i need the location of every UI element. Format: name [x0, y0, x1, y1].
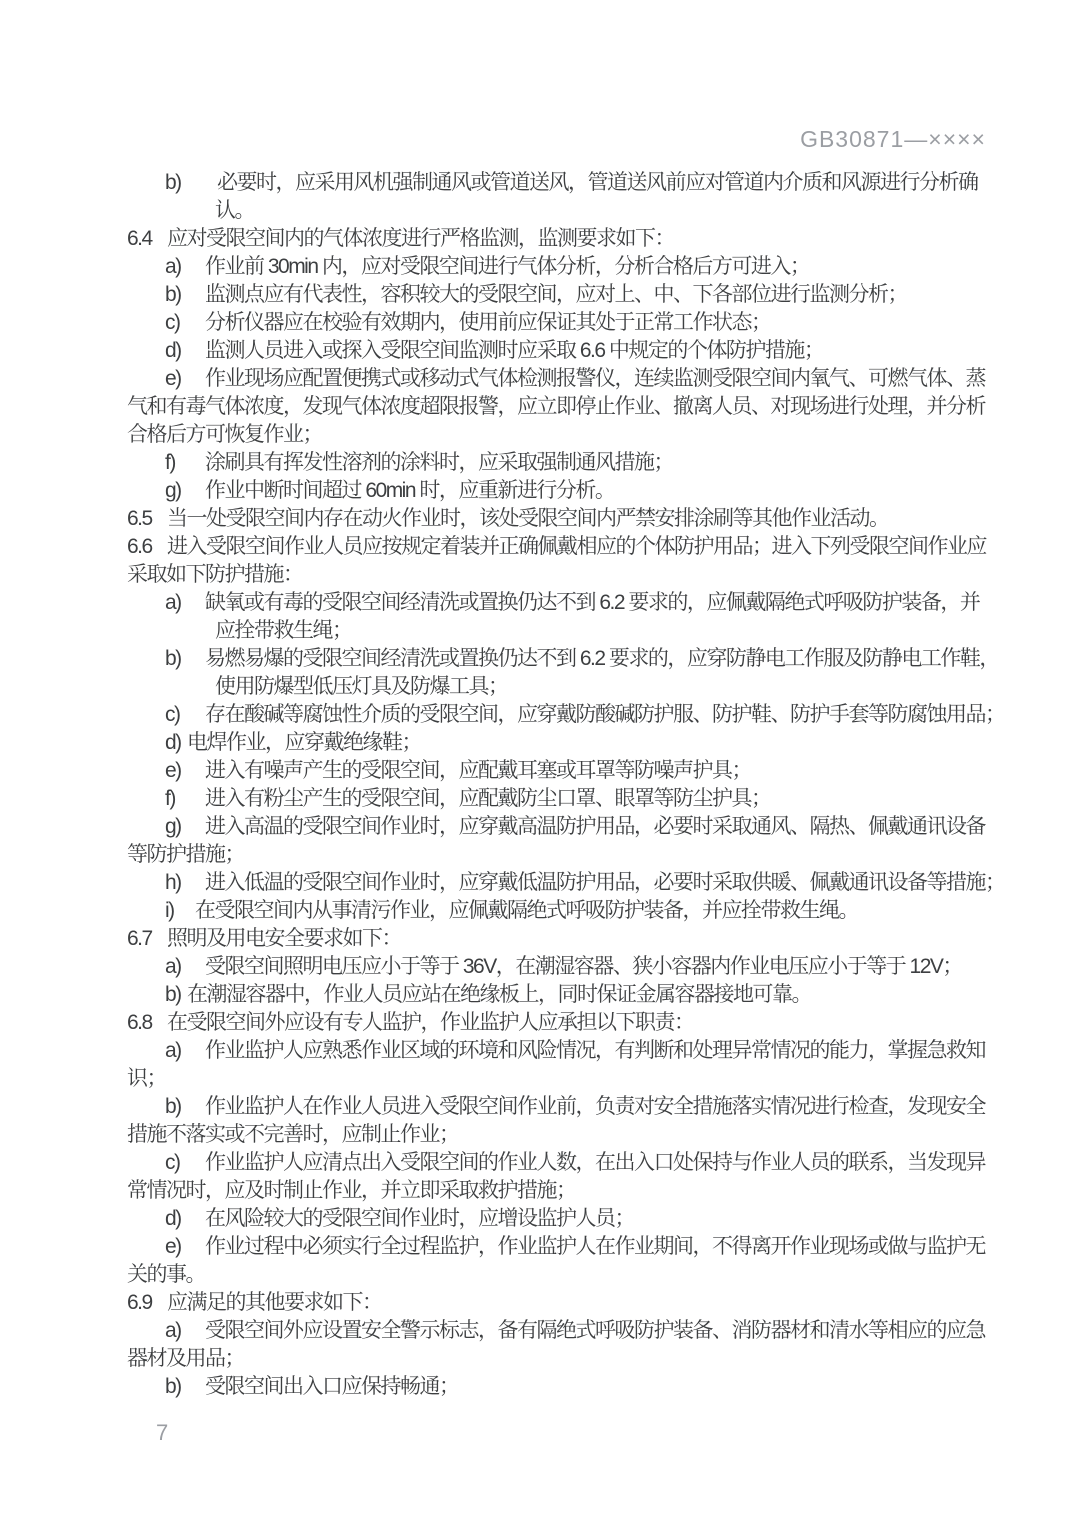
text-line	[127, 309, 990, 337]
section-number: 6.6	[127, 535, 152, 558]
item-text: 作业前 30min 内，应对受限空间进行气体分析，分析合格后方可进入；	[205, 255, 810, 278]
text-line	[127, 813, 990, 841]
item-label: b)	[165, 647, 181, 670]
item-text: 易燃易爆的受限空间经清洗或置换仍达不到 6.2 要求的，应穿防静电工作服及防静电工作鞋，	[205, 647, 999, 670]
text-line	[127, 757, 990, 785]
item-text: 电焊作业，应穿戴绝缘鞋；	[187, 731, 421, 754]
text-line	[127, 1149, 990, 1177]
item-label: b)	[165, 171, 181, 194]
item-text: 进入高温的受限空间作业时，应穿戴高温防护用品，必要时采取通风、隔热、佩戴通讯设备	[205, 815, 985, 838]
text-line	[127, 1205, 990, 1233]
section-text: 在受限空间外应设有专人监护，作业监护人应承担以下职责：	[167, 1011, 694, 1034]
text-line	[127, 645, 999, 673]
item-label: b)	[165, 283, 181, 306]
text-line	[127, 869, 1005, 897]
text-line	[127, 1373, 990, 1401]
item-text: 在受限空间内从事清污作业，应佩戴隔绝式呼吸防护装备，并应拴带救生绳。	[195, 899, 858, 922]
item-label: c)	[165, 703, 180, 726]
item-text: 受限空间出入口应保持畅通；	[205, 1375, 459, 1398]
page-number: 7	[156, 1420, 169, 1445]
continuation-text: 关的事。	[127, 1263, 205, 1286]
item-label: c)	[165, 311, 180, 334]
continuation-text: 采取如下防护措施：	[127, 563, 303, 586]
item-text: 受限空间照明电压应小于等于 36V，在潮湿容器、狭小容器内作业电压应小于等于 12V；	[205, 955, 962, 978]
item-label: e)	[165, 759, 181, 782]
text-line	[127, 281, 990, 309]
section-text: 应对受限空间内的气体浓度进行严格监测，监测要求如下：	[167, 227, 674, 250]
item-label: a)	[165, 1039, 181, 1062]
text-line	[127, 1177, 990, 1205]
item-label: a)	[165, 1319, 181, 1342]
continuation-text: 等防护措施；	[127, 843, 244, 866]
text-line	[127, 421, 990, 449]
continuation-text: 气和有毒气体浓度，发现气体浓度超限报警，应立即停止作业、撤离人员、对现场进行处理，并分析	[127, 395, 985, 418]
text-line	[127, 225, 990, 253]
item-text: 进入有噪声产生的受限空间，应配戴耳塞或耳罩等防噪声护具；	[205, 759, 751, 782]
text-line	[127, 729, 990, 757]
item-text: 监测点应有代表性，容积较大的受限空间，应对上、中、下各部位进行监测分析；	[205, 283, 907, 306]
text-line	[127, 1121, 990, 1149]
section-text: 进入受限空间作业人员应按规定着装并正确佩戴相应的个体防护用品；进入下列受限空间作业应	[167, 535, 986, 558]
item-text: 在风险较大的受限空间作业时，应增设监护人员；	[205, 1207, 634, 1230]
text-line	[127, 897, 990, 925]
item-label: b)	[165, 1375, 181, 1398]
item-text: 分析仪器应在校验有效期内，使用前应保证其处于正常工作状态；	[205, 311, 771, 334]
item-text: 受限空间外应设置安全警示标志，备有隔绝式呼吸防护装备、消防器材和清水等相应的应急	[205, 1319, 985, 1342]
item-text: 在潮湿容器中，作业人员应站在绝缘板上，同时保证金属容器接地可靠。	[187, 983, 811, 1006]
section-text: 当一处受限空间内存在动火作业时，该处受限空间内严禁安排涂刷等其他作业活动。	[167, 507, 889, 530]
item-text: 进入有粉尘产生的受限空间，应配戴防尘口罩、眼罩等防尘护具；	[205, 787, 771, 810]
item-text: 作业现场应配置便携式或移动式气体检测报警仪，连续监测受限空间内氧气、可燃气体、蒸	[205, 367, 985, 390]
section-number: 6.8	[127, 1011, 152, 1034]
text-line	[127, 617, 990, 645]
item-label: c)	[165, 1151, 180, 1174]
text-line	[127, 673, 990, 701]
item-label: d)	[165, 731, 181, 754]
text-line	[127, 1317, 990, 1345]
continuation-text: 识；	[127, 1067, 166, 1090]
section-text: 应满足的其他要求如下：	[167, 1291, 382, 1314]
section-text: 照明及用电安全要求如下：	[167, 927, 401, 950]
item-text: 作业过程中必须实行全过程监护，作业监护人在作业期间，不得离开作业现场或做与监护无	[205, 1235, 985, 1258]
text-line	[127, 365, 990, 393]
text-line	[127, 393, 990, 421]
item-text: 必要时，应采用风机强制通风或管道送风，管道送风前应对管道内介质和风源进行分析确	[217, 171, 978, 194]
text-line	[127, 1289, 990, 1317]
section-number: 6.9	[127, 1291, 152, 1314]
text-line	[127, 505, 990, 533]
continuation-text: 器材及用品；	[127, 1347, 244, 1370]
item-text: 作业监护人在作业人员进入受限空间作业前，负责对安全措施落实情况进行检查，发现安全	[205, 1095, 985, 1118]
item-label: g)	[165, 815, 181, 838]
text-line	[127, 561, 990, 589]
text-line	[127, 1093, 990, 1121]
item-text: 监测人员进入或探入受限空间监测时应采取 6.6 中规定的个体防护措施；	[205, 339, 824, 362]
section-number: 6.5	[127, 507, 152, 530]
text-line	[127, 1345, 990, 1373]
text-line	[127, 449, 990, 477]
item-text: 作业中断时间超过 60min 时，应重新进行分析。	[205, 479, 615, 502]
item-text: 缺氧或有毒的受限空间经清洗或置换仍达不到 6.2 要求的，应佩戴隔绝式呼吸防护装备，并	[205, 591, 980, 614]
continuation-text: 措施不落实或不完善时，应制止作业；	[127, 1123, 459, 1146]
item-label: f)	[165, 787, 175, 810]
item-label: e)	[165, 1235, 181, 1258]
text-line	[127, 981, 990, 1009]
item-label: a)	[165, 255, 181, 278]
item-label: a)	[165, 591, 181, 614]
item-label: d)	[165, 1207, 181, 1230]
continuation-text: 认。	[215, 199, 254, 222]
text-line	[127, 197, 990, 225]
text-line	[127, 1037, 990, 1065]
document-body	[127, 169, 1005, 1401]
section-number: 6.7	[127, 927, 152, 950]
text-line	[127, 1065, 990, 1093]
standard-number-header: GB30871—××××	[800, 126, 986, 152]
text-line	[127, 1261, 990, 1289]
text-line	[127, 785, 990, 813]
text-line	[127, 337, 990, 365]
text-line	[127, 1009, 990, 1037]
text-line	[127, 589, 990, 617]
text-line	[127, 533, 990, 561]
text-line	[127, 1233, 990, 1261]
item-text: 涂刷具有挥发性溶剂的涂料时，应采取强制通风措施；	[205, 451, 673, 474]
item-label: h)	[165, 871, 181, 894]
text-line	[127, 701, 1005, 729]
continuation-text: 合格后方可恢复作业；	[127, 423, 322, 446]
item-label: a)	[165, 955, 181, 978]
text-line	[127, 953, 990, 981]
item-label: f)	[165, 451, 175, 474]
continuation-text: 常情况时，应及时制止作业，并立即采取救护措施；	[127, 1179, 576, 1202]
section-number: 6.4	[127, 227, 152, 250]
item-text: 作业监护人应清点出入受限空间的作业人数，在出入口处保持与作业人员的联系，当发现异	[205, 1151, 985, 1174]
item-label: b)	[165, 1095, 181, 1118]
text-line	[127, 925, 990, 953]
item-label: b)	[165, 983, 181, 1006]
continuation-text: 使用防爆型低压灯具及防爆工具；	[215, 675, 508, 698]
item-text: 进入低温的受限空间作业时，应穿戴低温防护用品，必要时采取供暖、佩戴通讯设备等措施；	[205, 871, 1005, 894]
item-text: 存在酸碱等腐蚀性介质的受限空间，应穿戴防酸碱防护服、防护鞋、防护手套等防腐蚀用品；	[205, 703, 1005, 726]
text-line	[127, 841, 990, 869]
text-line	[127, 477, 990, 505]
item-label: e)	[165, 367, 181, 390]
continuation-text: 应拴带救生绳；	[215, 619, 352, 642]
item-label: d)	[165, 339, 181, 362]
item-text: 作业监护人应熟悉作业区域的环境和风险情况，有判断和处理异常情况的能力，掌握急救知	[205, 1039, 985, 1062]
text-line	[127, 169, 990, 197]
item-label: i)	[165, 899, 174, 922]
item-label: g)	[165, 479, 181, 502]
text-line	[127, 253, 990, 281]
